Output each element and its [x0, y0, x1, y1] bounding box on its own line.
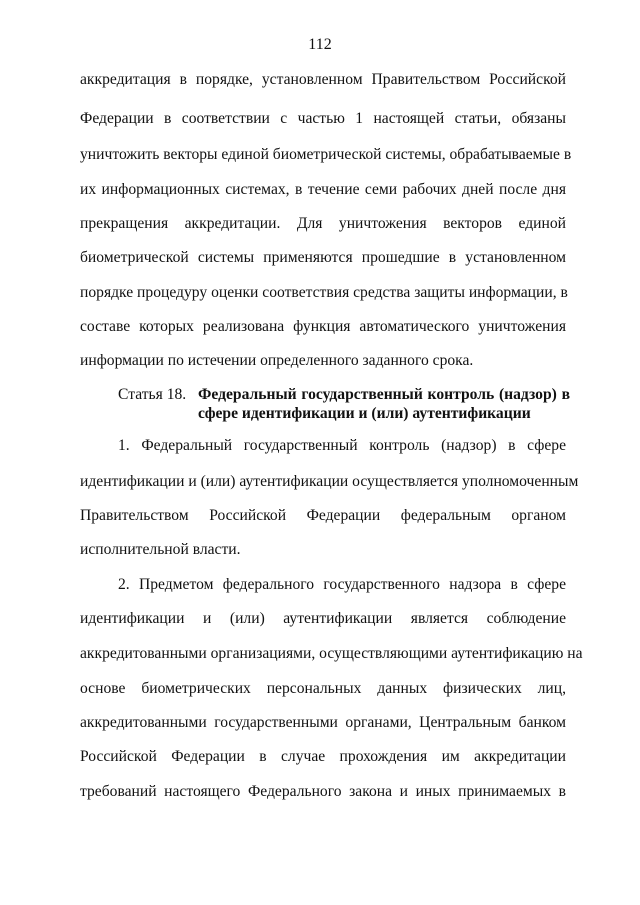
text-line: требований настоящего Федерального закона и иных принимаемых в — [80, 783, 566, 800]
text-line: Федерации в соответствии с частью 1 настоящей статьи, обязаны — [80, 110, 566, 127]
text-line: их информационных системах, в течение семи рабочих дней после дня — [80, 181, 566, 198]
article-title-line: Федеральный государственный контроль (надзор) в — [198, 386, 570, 403]
page-number: 112 — [308, 36, 332, 53]
article-title — [198, 385, 570, 423]
text-line: Правительством Российской Федерации федеральным органом — [80, 507, 566, 524]
article-title-line: сфере идентификации и (или) аутентификации — [198, 405, 531, 422]
text-line: уничтожить векторы единой биометрической системы, обрабатываемые в — [80, 146, 572, 163]
text-line: аккредитация в порядке, установленном Правительством Российской — [80, 71, 566, 88]
text-line: прекращения аккредитации. Для уничтожения векторов единой — [80, 215, 566, 232]
text-line: составе которых реализована функция автоматического уничтожения — [80, 318, 566, 335]
text-line: основе биометрических персональных данных физических лиц, — [80, 680, 566, 697]
text-line: 1. Федеральный государственный контроль (надзор) в сфере — [118, 437, 566, 454]
text-line: идентификации и (или) аутентификации является соблюдение — [80, 610, 566, 627]
text-line: аккредитованными организациями, осуществляющими аутентификацию на — [80, 645, 583, 662]
text-line: 2. Предметом федерального государственного надзора в сфере — [118, 576, 566, 593]
text-line: Российской Федерации в случае прохождения им аккредитации — [80, 748, 566, 765]
text-line: биометрической системы применяются прошедшие в установленном — [80, 249, 566, 266]
text-line: идентификации и (или) аутентификации осуществляется уполномоченным — [80, 473, 579, 490]
text-line: аккредитованными государственными органами, Центральным банком — [80, 714, 566, 731]
article-label: Статья 18. — [118, 386, 187, 403]
article-heading — [118, 385, 570, 425]
text-line: информации по истечении определенного заданного срока. — [80, 352, 474, 369]
text-line: исполнительной власти. — [80, 541, 241, 558]
text-line: порядке процедуру оценки соответствия средства защиты информации, в — [80, 284, 568, 301]
